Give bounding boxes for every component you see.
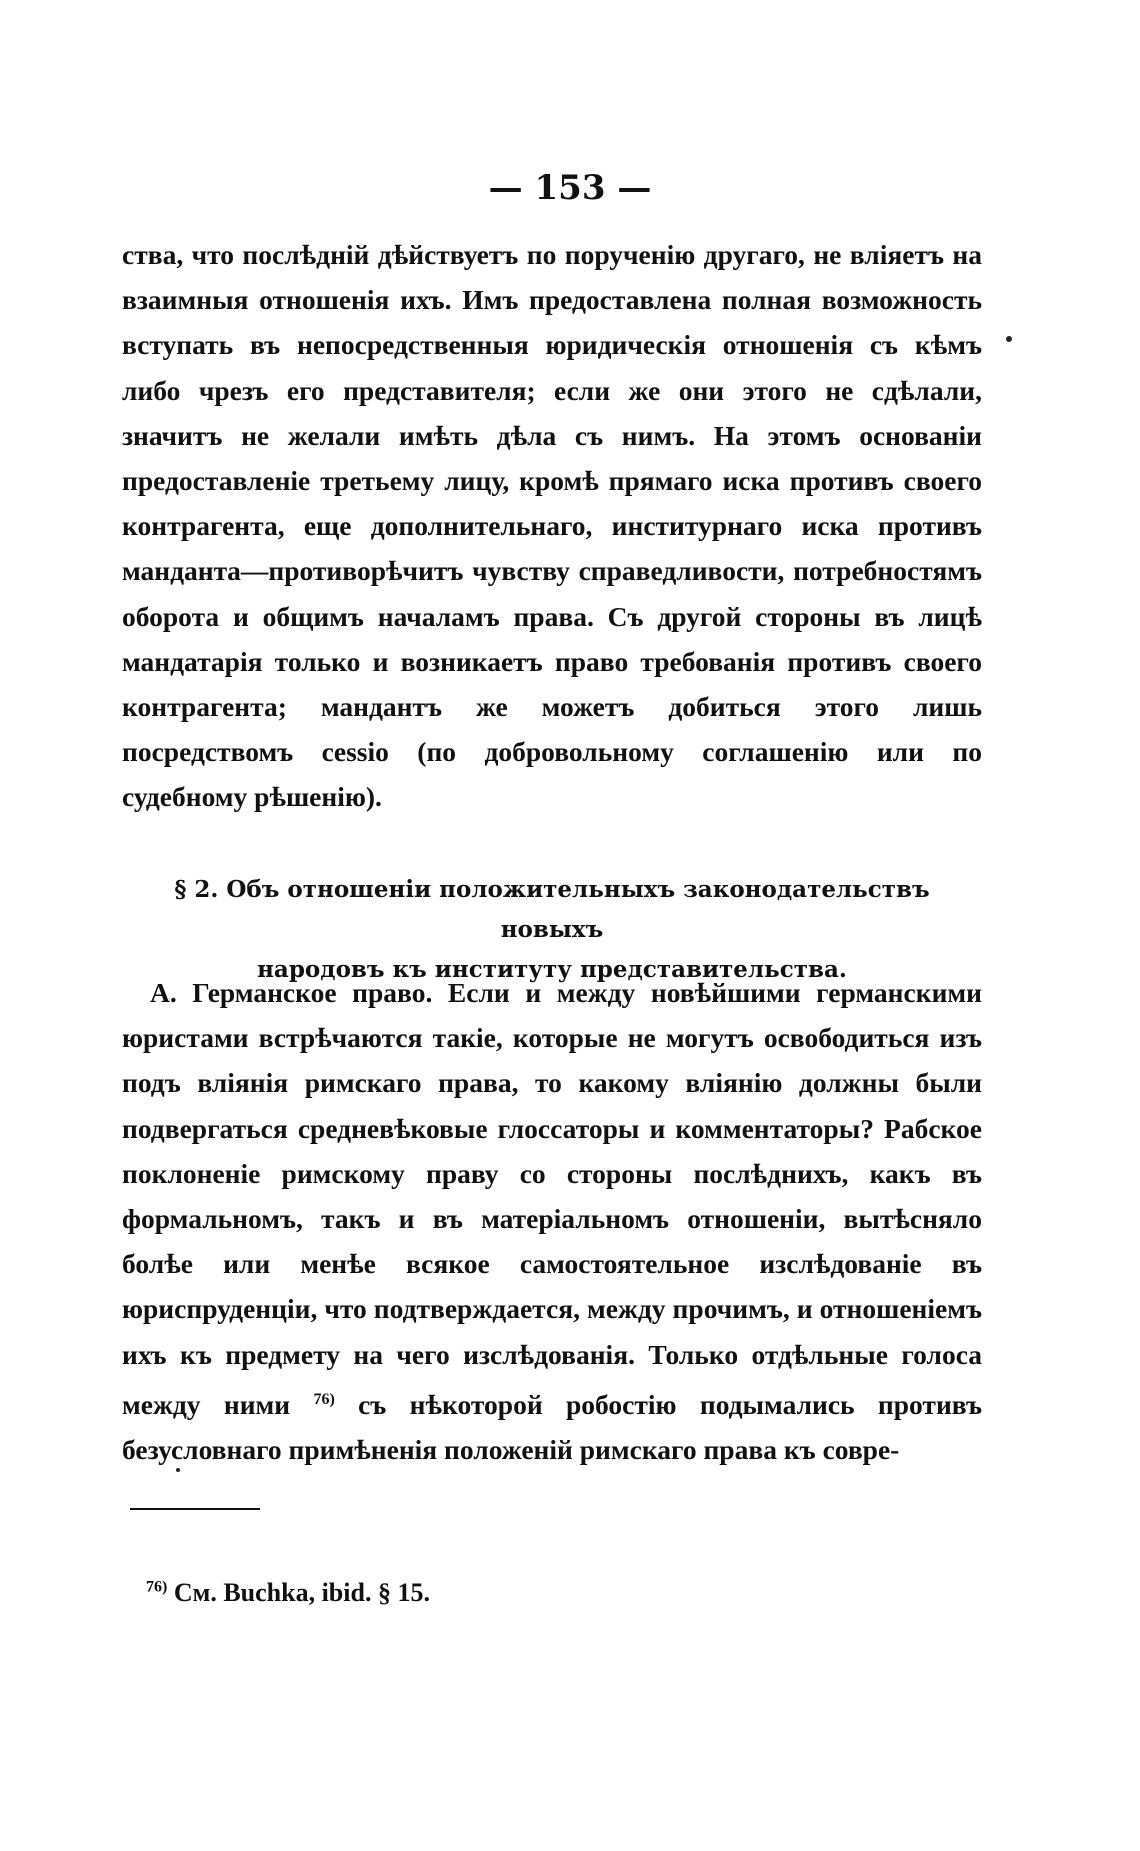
footnote-reference: 76) <box>313 1390 335 1408</box>
page-number: — 153 — <box>488 168 652 208</box>
paragraph-text-after-note: съ нѣкоторой робостiю подымались противъ безусловнаго примѣненiя положенiй римскаго права къ совре- <box>122 1388 982 1466</box>
print-speck <box>176 1468 180 1472</box>
footnote <box>146 1578 430 1608</box>
section-heading-line-1: § 2. Объ отношенiи положительныхъ законодательствъ новыхъ <box>174 876 930 943</box>
section-heading-line-2: народовъ къ институту представительства. <box>257 956 847 983</box>
body-paragraph-continuation: ства, что послѣднiй дѣйствуетъ по порученiю другаго, не влiяетъ на взаимныя отношенiя ихъ. Имъ предоставлена полная возможность вступать въ непосредственныя юридическiя отношенiя съ кѣмъ либо чрезъ его представителя; если же они этого не сдѣлали, значитъ не желали имѣть дѣла съ нимъ. На этомъ основанiи предоставленiе третьему лицу, кромѣ прямаго иска противъ своего контрагента, еще дополнительнаго, институрнаго иска противъ мандантa—противорѣчитъ чувству справедливости, потребностямъ оборота и общимъ началамъ права. Съ другой стороны въ лицѣ мандатарiя только и возникаетъ право требованiя противъ своего контрагента; мандантъ же можетъ добиться этого лишь посредствомъ cessio (по добровольному соглашенiю или по судебному рѣшенiю). <box>122 239 982 813</box>
paragraph-text-before-note: Если и между новѣйшими германскими юристами встрѣчаются такiе, которые не могутъ освободиться изъ подъ влiянiя римскаго права, то какому влiянiю должны были подвергаться средневѣковые глоссаторы и комментаторы? Рабское поклоненiе римскому праву со стороны послѣднихъ, какъ въ формальномъ, такъ и въ матерiальномъ отношенiи, вытѣсняло болѣе или менѣе всякое самостоятельное изслѣдованiе въ юриспруденцiи, что подтверждается, между прочимъ, и отношенiемъ ихъ къ предмету на чего изслѣдованiя. Только отдѣльные голоса между ними <box>122 977 982 1420</box>
footnote-text: См. Buchka, ibid. § 15. <box>167 1578 430 1607</box>
footnote-divider <box>130 1508 260 1510</box>
subsection-lead-in: А. Германское право. <box>150 977 433 1008</box>
print-speck <box>1006 336 1012 342</box>
body-paragraph-german-law <box>122 970 982 1472</box>
footnote-number: 76) <box>146 1578 168 1596</box>
